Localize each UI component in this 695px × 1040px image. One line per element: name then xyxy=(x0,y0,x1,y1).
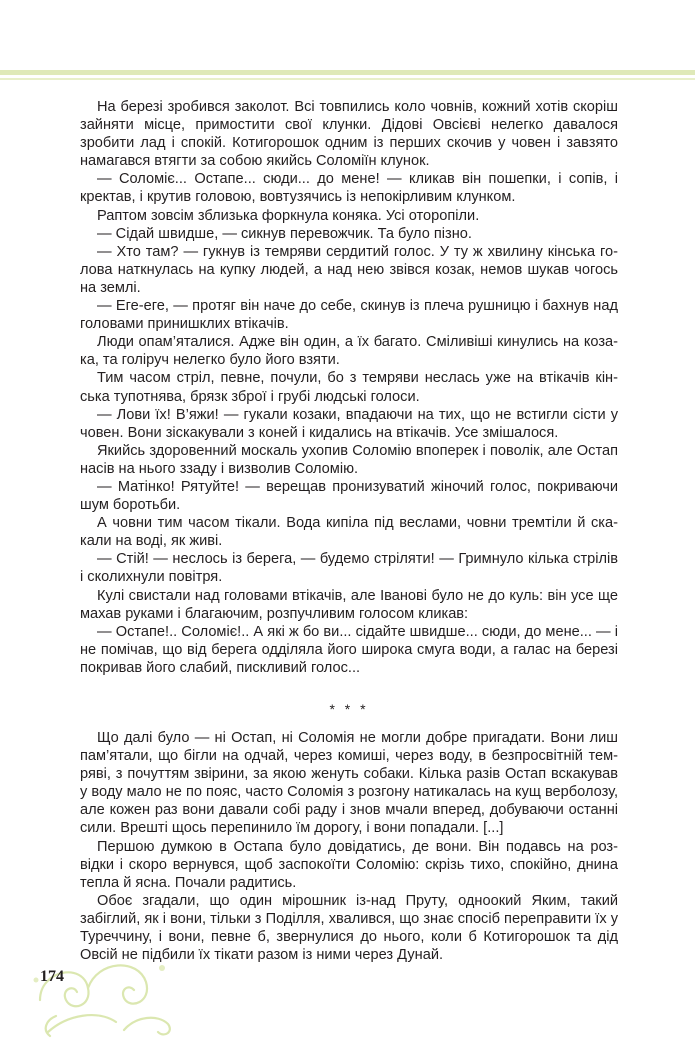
header-decorative-band xyxy=(0,0,695,84)
page-number: 174 xyxy=(40,968,64,985)
paragraph: Тим часом стріл, певне, почули, бо з темряви неслась уже на втікачів кінська тупотнява, брязк зброї і грубі людські голоси. xyxy=(80,370,618,405)
paragraph: Кулі свистали над головами втікачів, але Іванові було не до куль: він усе ще махав руками і благаючим, розпучливим голосом кликав: xyxy=(80,587,618,622)
paragraph: Обоє згадали, що один мірошник із-над Пруту, одноокий Яким, такий забіглий, як і вони, тільки з Поділля, хвалився, що знає спосіб переправити їх у Туреччину, і вони, певне б, звернулися до нього, коли б Котигорошок та дід Овсій не підбили їх тікати разом із ними через Дунай. xyxy=(80,892,618,964)
paragraph: А човни тим часом тікали. Вода кипіла під веслами, човни тремтіли й скакали на воді, як живі. xyxy=(80,515,618,550)
paragraph: — Лови їх! В’яжи! — гукали козаки, впадаючи на тих, що не встигли сісти у човен. Вони зіскакували з коней і кидались на втікачів. Усе змішалося. xyxy=(80,406,618,441)
paragraph: Раптом зовсім зблизька форкнула коняка. Усі оторопіли. xyxy=(97,207,480,224)
section-separator: * * * xyxy=(329,701,369,717)
paragraph: — Матінко! Рятуйте! — верещав пронизуватий жіночий голос, покриваючи шум боротьби. xyxy=(80,478,618,514)
paragraph: Якийсь здоровенний москаль ухопив Соломію впоперек і поволік, але Остап насів на нього ззаду і визволив Соломію. xyxy=(80,442,618,477)
paragraph: — Соломіє... Остапе... сюди... до мене! — кликав він пошепки, і сопів, і кректав, і крутив головою, вовтузячись із непокірливим клунком. xyxy=(80,171,618,206)
swirl-ornament-icon xyxy=(28,940,178,1040)
paragraph: — Сідай швидше, — сикнув перевожчик. Та було пізно. xyxy=(97,225,472,242)
paragraph: Що далі було — ні Остап, ні Соломія не могли добре пригадати. Вони лиш пам’ятали, що бігли на одчай, через комиші, через воду, в безпросвітній темряві, з почуттям звірини, за якою женуть собаки. Кілька разів Остап вскакував у воду мало не по пояс, часто Соломія з розгону натикалась на кущ верболозу, але кожен раз вони давали собі раду і знов мчали вперед, добуваючи останні сили. Врешті щось перепинило їм дорогу, і вони попадали. [...] xyxy=(80,730,618,837)
paragraph: Люди опам’яталися. Адже він один, а їх багато. Сміливіші кинулись на козака, та голіруч нелегко було його взяти. xyxy=(80,334,618,369)
paragraph: — Остапе!.. Соломіє!.. А які ж бо ви... сідайте швидше... сюди, до мене... — і не помічав, що від берега одділяла його широка смуга води, а галас на березі покривав його слабий, пискливий голос... xyxy=(80,623,618,676)
paragraph: На березі зробився заколот. Всі товпились коло човнів, кожний хотів скоріш зайняти місце, примостити свої клунки. Дідові Овсієві нелегко давалося зробити лад і спокій. Котигорошок одним із перших скочив у човен і завзято намагався втягти за собою якийсь Соломіїн клунок. xyxy=(80,99,618,170)
paragraph: — Хто там? — гукнув із темряви сердитий голос. У ту ж хвилину кінська голова наткнулась на купку людей, а над нею звівся козак, немов шукав чогось на землі. xyxy=(80,243,618,296)
paragraph: — Еге-еге, — протяг він наче до себе, скинув із плеча рушницю і бахнув над головами принишклих втікачів. xyxy=(80,298,618,333)
paragraph: Першою думкою в Остапа було довідатись, де вони. Він подавсь на розвідки і скоро вернувся, щоб заспокоїти Соломію: скрізь тихо, спокійно, днина тепла й ясна. Почали радитись. xyxy=(80,838,618,891)
paragraph: — Стій! — неслось із берега, — будемо стріляти! — Гримнуло кілька стрілів і сколихнули повітря. xyxy=(80,551,618,586)
main-text xyxy=(80,98,618,964)
